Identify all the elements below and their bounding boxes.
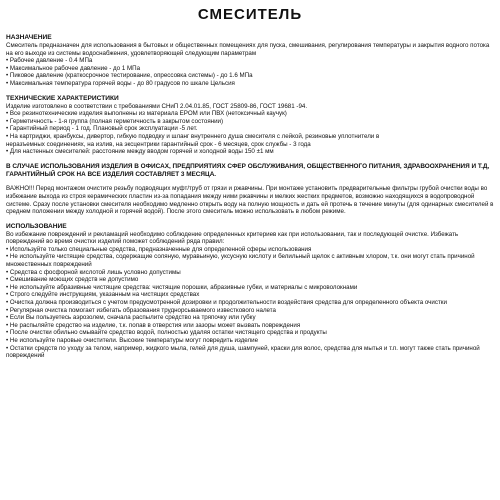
page-title: СМЕСИТЕЛЬ <box>197 6 303 23</box>
spec-item: неразъемных соединениях, на излив, на эксцентрики гарантийный срок - 6 месяцев, срок службы - 3 года <box>6 140 311 148</box>
purpose-intro: Смеситель предназначен для использования в бытовых и общественных помещениях для пуска, смешивания, регулирования температуры и закрытия водного потока на его выходе из системы водоснабжения, удовлетворяющей следующим параметрам <box>6 42 490 57</box>
spec-item: • Для настенных смесителей: расстояние между вводом горячей и холодной воды 150 ±1 мм <box>6 148 274 156</box>
purpose-item: • Рабочее давление - 0.4 МПа <box>6 57 93 65</box>
list-item: • Не распыляйте средство на изделие, т.к. попав в отверстия или зазоры может вызвать повреждения <box>6 321 301 329</box>
purpose-item: • Максимальное рабочее давление - до 1 МПа <box>6 64 141 72</box>
specs-heading: ТЕХНИЧЕСКИЕ ХАРАКТЕРИСТИКИ <box>6 94 119 102</box>
list-item: • Средства с фосфорной кислотой лишь условно допустимы <box>6 268 181 276</box>
purpose-item: • Пиковое давление (краткосрочное тестирование, опрессовка системы) - до 1.6 МПа <box>6 72 253 80</box>
spec-item: Изделие изготовлено в соответствии с требованиями СНиП 2.04.01.85, ГОСТ 25809-86, ГОСТ 19681 -94. <box>6 102 308 110</box>
list-item: • Не используйте паровые очистители. Высокие температуры могут повредить изделие <box>6 337 259 344</box>
purpose-item: • Максимальная температура горячей воды - до 80 градусов по шкале Цельсия <box>6 79 235 87</box>
list-item: • Если Вы пользуетесь аэрозолем, сначала распылите средство на тряпочку или губку <box>6 314 256 322</box>
spec-item: • Герметичность - 1-я группа (полная герметичность в закрытом состоянии) <box>6 117 224 125</box>
list-item: • Используйте только специальные средства, предназначенные для определенной сферы использования <box>6 245 312 253</box>
usage-list <box>6 246 494 360</box>
important-note: ВАЖНО!!! Перед монтажом очистите резьбу подводящих муфт/труб от грязи и ржавчины. При монтаже установить предварительные фильтры грубой очистки воды во избежание выхода из строя керамических пластин из-за попадания между ними ржавчины и мелких жестких предметов, возможно находящихся в водопроводной системе. Сразу после установки смесителя необходимо медленно открыть воду на полную мощность и дать ей протечь в течение минуты (для одинарных смесителей в среднем положении между холодной и горячей водой). После этого смеситель можно использовать в любом режиме. <box>6 185 494 216</box>
usage-intro: Во избежание повреждений и рекламаций необходимо соблюдение определенных критериев как при использовании, так и последующей очистке. Избежать повреждений во время очистки изделий поможет соблюдений ряда правил: <box>6 230 459 246</box>
list-item: • Очистка должна производиться с учетом предусмотренной дозировки и продолжительности воздействия средства для определенного объекта очистки <box>6 299 447 307</box>
purpose-heading: НАЗНАЧЕНИЕ <box>6 34 52 41</box>
list-item: • После очистки обильно смывайте средство водой, полностью удаляя остатки чистящего средства и продукты <box>6 329 327 337</box>
office-warranty-notice: В СЛУЧАЕ ИСПОЛЬЗОВАНИЯ ИЗДЕЛИЯ В ОФИСАХ, ПРЕДПРИЯТИЯХ СФЕР ОБСЛУЖИВАНИЯ, ОБЩЕСТВЕННОГО ПИТАНИЯ, ЗДРАВООХРАНЕНИЯ И Т.Д, ГАРАНТИЙНЫЙ СРОК НА ВСЕ ИЗДЕЛИЯ СОСТАВЛЯЕТ 3 МЕСЯЦА. <box>6 162 490 178</box>
usage-heading: ИСПОЛЬЗОВАНИЕ <box>6 222 67 230</box>
usage-section <box>6 223 494 360</box>
specs-section <box>6 95 494 156</box>
spec-item: • Гарантийный период - 1 год. Плановый срок эксплуатации -5 лет. <box>6 125 198 133</box>
list-item: • Остатки средств по уходу за телом, например, жидкого мыла, гелей для душа, шампуней, краски для волос, средства для мытья и т.п. могут также стать причиной повреждений <box>6 344 480 360</box>
purpose-section <box>6 34 494 88</box>
spec-item: • На картриджи, кранбуксы, дивертор, гибкую подводку и шланг внутреннего душа смесителя с лейкой, резиновые уплотнители в <box>6 132 380 140</box>
list-item: • Не используйте чистящие средства, содержащие соляную, муравьиную, уксусную кислоту и белильный щелок с активным хлором, т.к. они могут стать причиной множественных повреждений <box>6 253 475 269</box>
list-item: • Смешивание моющих средств не допустимо <box>6 276 139 284</box>
spec-item: • Все резинотехнические изделия выполнены из материала EPOM или ПВХ (нетоксичный каучук) <box>6 110 287 118</box>
list-item: • Регулярная очистка помогает избегать образования труднорсываемого известкового налета <box>6 306 276 314</box>
list-item: • Не используйте абразивные чистящие средства: чистящие порошки, абразивные губки, и материалы с микроволокнами <box>6 283 358 291</box>
list-item: • Строго следуйте инструкциям, указанным на чистящих средствах <box>6 291 200 299</box>
